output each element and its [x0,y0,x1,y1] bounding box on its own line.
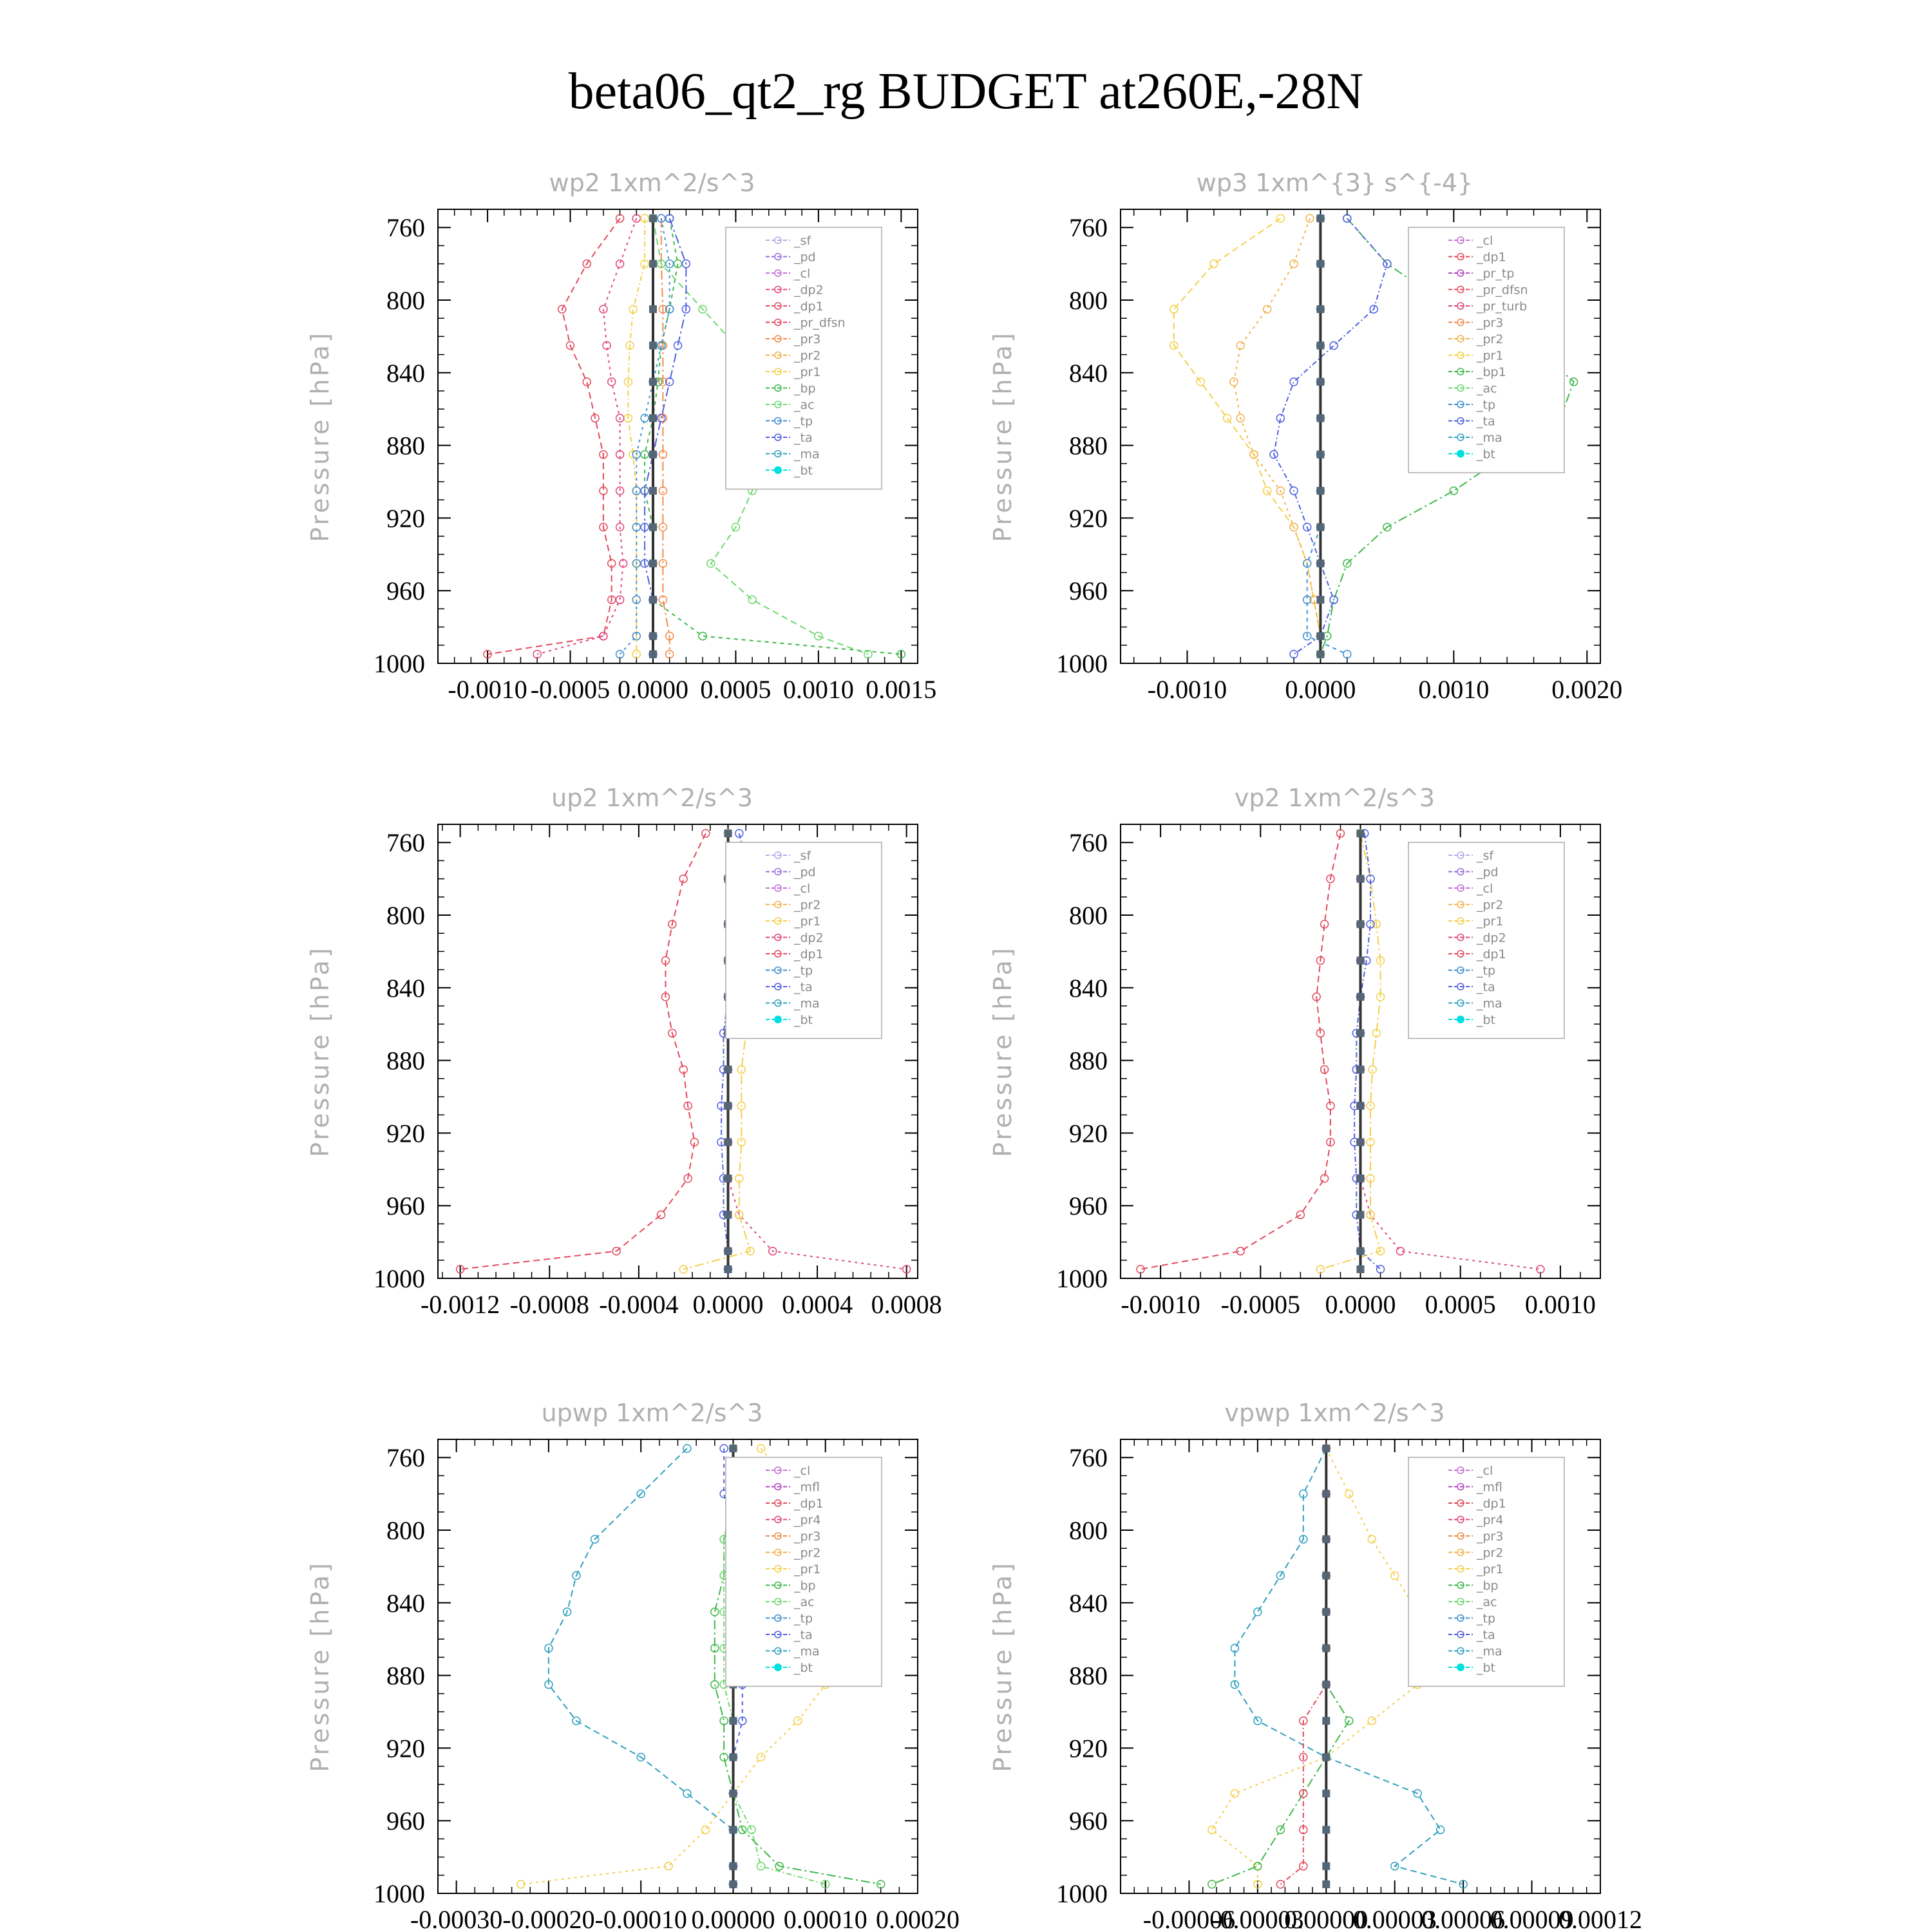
series-point-bt [1357,1175,1365,1182]
series-point-bt [729,1862,737,1870]
series-point-pr1 [1368,1535,1376,1543]
x-tick-label: 0.0000 [1285,675,1356,704]
series-line-ma [549,1448,734,1884]
series-line-bp [1212,1448,1349,1884]
legend-label: _pr_turb [1477,299,1528,314]
y-tick-label: 840 [1069,973,1108,1003]
x-tick-label: 0.0005 [1425,1290,1496,1319]
x-tick-label: -0.00030 [410,1905,503,1932]
legend-label: _ac [1477,1595,1497,1609]
legend-label: _pd [1477,865,1499,880]
y-tick-label: 760 [1069,828,1108,858]
legend-marker [774,1663,782,1671]
series-point-bt [729,1826,737,1833]
legend-label: _pr3 [1477,1530,1504,1544]
series-point-pr1 [1208,1826,1216,1833]
legend-label: _sf [794,849,811,863]
legend-label: _ma [1477,996,1502,1011]
legend [1408,842,1564,1039]
y-tick-label: 880 [386,1661,425,1690]
series-point-bt [1357,957,1365,965]
chart-panel-5 [306,1399,960,1932]
series-line-tp [1307,218,1347,654]
legend-marker [1457,1663,1464,1671]
legend-label: _bp [794,381,816,396]
series-point-bt [1322,1717,1330,1725]
series-point-bt [1316,305,1324,313]
series-point-bt [1357,993,1365,1001]
legend-label: _bt [1477,1661,1496,1675]
series-point-pr1 [701,1826,709,1833]
panel-title: vp2 1xm^2/s^3 [1234,784,1435,812]
legend-marker [774,466,782,474]
legend-label: _bp1 [1477,365,1506,379]
series-point-bt [1316,414,1324,422]
legend-label: _bt [1477,447,1496,462]
legend-label: _ac [1477,381,1497,396]
legend [1408,1457,1564,1687]
chart-panel-6 [989,1399,1642,1932]
y-axis-label: Pressure [hPa] [306,1560,334,1772]
legend-label: _pr1 [794,914,821,929]
x-tick-label: 0.00020 [876,1905,960,1932]
legend-label: _pr1 [794,1562,821,1577]
y-tick-label: 1000 [1056,1879,1108,1908]
series-point-bt [649,524,657,531]
panel-title: vpwp 1xm^2/s^3 [1224,1399,1445,1427]
panel-title: up2 1xm^2/s^3 [551,784,753,812]
legend-label: _pr_dfsn [794,316,846,330]
series-point-bt [1316,632,1324,640]
legend-label: _ac [794,1595,815,1609]
series-point-bt [1316,342,1324,350]
series-point-dp1 [702,829,710,837]
series-point-bt [649,560,657,567]
series-line-pr3 [661,218,670,654]
legend-label: _pd [794,250,816,265]
x-tick-label: 0.0000 [1325,1290,1396,1319]
legend-label: _cl [794,882,811,896]
series-point-bp [711,1681,719,1689]
legend-label: _sf [1477,849,1494,863]
legend-label: _pr4 [1477,1513,1504,1528]
legend-label: _cl [794,267,811,281]
legend-label: _pr1 [1477,1562,1504,1577]
series-point-pr1 [1224,414,1231,422]
legend-label: _ma [1477,431,1502,445]
legend-label: _tp [794,414,813,429]
series-point-bt [1322,1608,1330,1616]
series-point-ta [735,829,743,837]
series-point-bt [1316,596,1324,603]
y-axis-label: Pressure [hPa] [306,330,334,542]
panel-title: wp3 1xm^{3} s^{-4} [1196,169,1473,197]
panel-title: upwp 1xm^2/s^3 [541,1399,763,1427]
legend-label: _pr_tp [1477,267,1515,281]
y-tick-label: 920 [1069,1734,1108,1763]
x-tick-label: -0.0010 [1121,1290,1200,1319]
series-line-dp1 [488,218,620,654]
y-tick-label: 920 [386,504,425,533]
series-point-bt [1322,1490,1330,1498]
y-tick-label: 880 [1069,1046,1108,1075]
x-tick-label: 0.0010 [1418,675,1490,704]
series-point-bt [1357,1211,1365,1218]
legend-label: _pr2 [794,898,821,913]
series-point-bt [1322,1790,1330,1797]
legend-label: _bp [794,1578,816,1593]
chart-panel-4 [989,784,1600,1319]
x-tick-label: 0.00000 [1284,1905,1368,1932]
x-tick-label: 0.0010 [782,675,854,704]
legend [1408,227,1564,473]
y-tick-label: 800 [1069,1516,1108,1545]
y-tick-label: 1000 [1056,1264,1108,1293]
x-tick-label: 0.00003 [1352,1905,1437,1932]
legend-label: _bt [794,464,813,478]
series-point-bt [649,632,657,640]
legend-label: _ma [794,447,820,462]
legend [726,227,882,489]
legend-label: _dp2 [794,931,824,945]
series-point-pr1 [1210,260,1218,268]
y-tick-label: 840 [386,358,425,388]
x-tick-label: 0.0000 [692,1290,764,1319]
series-line-dp1 [460,833,706,1269]
legend-label: _ta [1477,980,1495,994]
series-point-pr2 [1290,260,1298,268]
y-tick-label: 760 [386,828,425,858]
series-point-bt [1357,829,1365,837]
legend-label: _ta [1477,414,1495,429]
series-point-bt [1316,260,1324,268]
series-point-bt [729,1717,737,1725]
y-axis-label: Pressure [hPa] [306,945,334,1157]
series-point-pr1 [1170,305,1178,313]
series-point-bt [724,1175,732,1182]
series-point-bt [649,305,657,313]
x-tick-label: 0.00010 [783,1905,867,1932]
legend-label: _bp [1477,1578,1499,1593]
legend-label: _cl [1477,882,1493,896]
legend-label: _dp1 [794,1497,824,1511]
series-point-pr1 [679,1265,687,1273]
series-point-bt [1322,1444,1330,1452]
series-point-ta [1290,378,1298,386]
series-point-bt [1322,1644,1330,1652]
series-line-dp2 [537,218,636,654]
series-point-bt [1322,1572,1330,1580]
x-tick-label: -0.00020 [502,1905,595,1932]
series-point-bt [1316,487,1324,495]
series-point-bt [1357,875,1365,883]
x-tick-label: 0.0004 [782,1290,853,1319]
legend-label: _dp2 [1477,931,1506,945]
series-point-ac [748,1826,755,1833]
y-tick-label: 800 [1069,286,1108,315]
series-point-bt [724,1139,732,1146]
legend-label: _ma [794,996,820,1011]
legend-marker [1457,450,1464,458]
legend-label: _dp1 [1477,250,1506,265]
series-line-pr1 [1320,833,1380,1269]
legend-label: _mfl [1477,1480,1502,1495]
y-tick-label: 1000 [374,649,425,678]
series-point-bt [724,1066,732,1074]
series-point-bt [649,260,657,268]
y-tick-label: 800 [1069,901,1108,930]
y-tick-label: 960 [1069,1191,1108,1221]
x-tick-label: -0.0005 [1220,1290,1300,1319]
legend-label: _bt [1477,1013,1496,1027]
chart-panel-3 [306,784,942,1319]
legend-label: _pr2 [794,348,821,363]
series-point-bt [1316,451,1324,459]
y-axis-label: Pressure [hPa] [989,1560,1017,1772]
series-point-pr1 [1368,1066,1376,1074]
legend-label: _dp1 [1477,1497,1506,1511]
x-tick-label: 0.00006 [1421,1905,1506,1932]
x-tick-label: 0.00000 [691,1905,775,1932]
y-tick-label: 800 [386,901,425,930]
y-tick-label: 960 [386,1806,425,1836]
series-point-bt [1357,1139,1365,1146]
series-point-bt [1316,650,1324,658]
legend-label: _pr3 [794,1530,821,1544]
legend-label: _pr1 [1477,914,1504,929]
series-point-bt [1322,1826,1330,1833]
x-tick-label: 0.0015 [866,675,937,704]
series-point-bt [1316,524,1324,531]
legend-label: _pr2 [1477,898,1504,913]
legend-label: _pr1 [794,365,821,379]
series-point-bp [711,1608,719,1616]
legend-label: _pr3 [794,332,821,346]
series-line-ta [1354,833,1380,1269]
series-point-bt [1357,1029,1365,1037]
x-tick-label: 0.0010 [1524,1290,1596,1319]
x-tick-label: -0.0005 [530,675,611,704]
panels [306,169,1642,1932]
x-tick-label: 0.0008 [871,1290,942,1319]
series-point-bp1 [1450,487,1457,495]
series-point-bt [1357,1247,1365,1255]
x-tick-label: 0.00012 [1558,1905,1642,1932]
series-point-ma [1437,1826,1444,1833]
legend-label: _cl [1477,1464,1493,1478]
series-point-ma [683,1790,691,1797]
legend-label: _pd [794,865,816,880]
series-point-pr1 [1368,1717,1376,1725]
series-point-bt [649,378,657,386]
series-point-bt [724,1247,732,1255]
legend-label: _cl [794,1464,811,1478]
legend-label: _pr1 [1477,348,1504,363]
series-point-bt [1316,378,1324,386]
series-point-bt [729,1754,737,1761]
legend-label: _tp [794,963,813,978]
legend-label: _pr2 [1477,1546,1504,1560]
x-tick-label: -0.0010 [1147,675,1227,704]
legend [726,842,882,1039]
legend-label: _pr2 [794,1546,821,1560]
y-tick-label: 1000 [374,1879,425,1908]
y-tick-label: 840 [1069,1588,1108,1618]
series-point-ta [658,414,665,422]
series-point-bt [729,1444,737,1452]
legend-label: _tp [1477,963,1496,978]
y-tick-label: 920 [386,1734,425,1763]
legend-label: _pr2 [1477,332,1504,346]
series-point-bt [724,1102,732,1110]
series-point-dp1 [658,1211,665,1218]
series-line-dp1 [1141,833,1341,1269]
x-tick-label: -0.0004 [599,1290,679,1319]
series-point-bt [1316,560,1324,567]
legend-label: _ma [794,1644,820,1659]
x-tick-label: 0.0005 [700,675,772,704]
series-point-bt [724,1265,732,1273]
y-tick-label: 880 [386,1046,425,1075]
series-point-bt [724,1211,732,1218]
y-tick-label: 960 [386,576,425,606]
series-point-ta [1330,342,1338,350]
series-point-bt [724,829,732,837]
series-point-bt [1322,1535,1330,1543]
legend-label: _ta [794,980,813,994]
series-point-pr1 [1231,1790,1238,1797]
series-point-bt [729,1790,737,1797]
legend-label: _tp [1477,398,1496,412]
series-point-ma [1254,1608,1262,1616]
series-point-bt [649,650,657,658]
y-tick-label: 880 [1069,431,1108,460]
series-point-pr1 [1345,1490,1353,1498]
y-tick-label: 1000 [374,1264,425,1293]
series-point-bt [649,451,657,459]
y-tick-label: 920 [1069,504,1108,533]
legend-label: _mfl [794,1480,820,1495]
series-line-ta [1274,218,1387,654]
y-axis-label: Pressure [hPa] [989,330,1017,542]
legend-label: _ma [1477,1644,1502,1659]
series-point-dp2 [616,260,624,268]
series-point-bt [1322,1862,1330,1870]
x-tick-label: 0.0000 [617,675,688,704]
series-point-bt [649,487,657,495]
x-tick-label: 0.00009 [1490,1905,1574,1932]
y-tick-label: 760 [1069,213,1108,243]
legend-label: _ta [1477,1628,1495,1642]
y-tick-label: 880 [386,431,425,460]
series-point-pr1 [1276,214,1284,222]
series-point-bt [1322,1681,1330,1689]
y-tick-label: 960 [1069,1806,1108,1836]
x-tick-label: -0.0008 [509,1290,589,1319]
legend-label: _dp2 [794,283,824,298]
legend-label: _cl [1477,234,1493,248]
legend-label: _tp [794,1611,813,1626]
series-point-bt [649,342,657,350]
series-point-ac [748,596,756,603]
figure-title: beta06_qt2_rg BUDGET at260E,-28N [568,63,1364,120]
y-tick-label: 920 [386,1119,425,1148]
legend [726,1457,882,1687]
legend-label: _bt [794,1013,813,1027]
legend-label: _sf [794,234,811,248]
legend-label: _dp1 [794,947,824,961]
x-tick-label: -0.00006 [1142,1905,1236,1932]
series-point-pr1 [1391,1572,1399,1580]
series-point-bt [729,1880,737,1888]
y-tick-label: 840 [1069,358,1108,388]
y-tick-label: 760 [386,1443,425,1473]
series-point-bt [1357,1066,1365,1074]
y-tick-label: 760 [1069,1443,1108,1473]
series-point-bt [1357,920,1365,928]
x-tick-label: -0.0012 [420,1290,500,1319]
y-tick-label: 960 [386,1191,425,1221]
x-tick-label: -0.00003 [1211,1905,1304,1932]
y-tick-label: 760 [386,213,425,243]
chart-panel-2 [989,169,1622,704]
series-point-bt [1316,214,1324,222]
y-tick-label: 920 [1069,1119,1108,1148]
legend-label: _dp1 [794,299,824,314]
y-tick-label: 800 [386,1516,425,1545]
legend-marker [1457,1016,1464,1023]
series-point-ma [683,1444,691,1452]
legend-label: _bt [794,1661,813,1675]
x-tick-label: -0.0010 [448,675,527,704]
series-point-bt [649,596,657,603]
legend-marker [774,1016,782,1023]
legend-label: _pr3 [1477,316,1504,330]
legend-label: _tp [1477,1611,1496,1626]
legend-label: _pr4 [794,1513,821,1528]
y-tick-label: 840 [386,973,425,1003]
series-point-bt [1357,1102,1365,1110]
series-point-bp [1254,1862,1262,1870]
legend-label: _ta [794,431,813,445]
series-point-pr2 [1264,305,1271,313]
series-point-bt [1322,1754,1330,1761]
y-tick-label: 880 [1069,1661,1108,1690]
series-point-bt [649,414,657,422]
x-tick-label: -0.00010 [594,1905,687,1932]
chart-panel-1 [306,169,936,704]
y-tick-label: 1000 [1056,649,1108,678]
y-tick-label: 840 [386,1588,425,1618]
y-axis-label: Pressure [hPa] [989,945,1017,1157]
legend-label: _pr_dfsn [1477,283,1528,298]
series-point-bt [1357,1265,1365,1273]
legend-label: _ac [794,398,815,412]
y-tick-label: 960 [1069,576,1108,606]
series-point-pr1 [757,1754,764,1761]
series-point-bt [649,214,657,222]
panel-title: wp2 1xm^2/s^3 [549,169,755,197]
legend-label: _dp1 [1477,947,1506,961]
y-tick-label: 800 [386,286,425,315]
series-point-bt [1322,1880,1330,1888]
legend-label: _ta [794,1628,813,1642]
x-tick-label: 0.0020 [1551,675,1623,704]
